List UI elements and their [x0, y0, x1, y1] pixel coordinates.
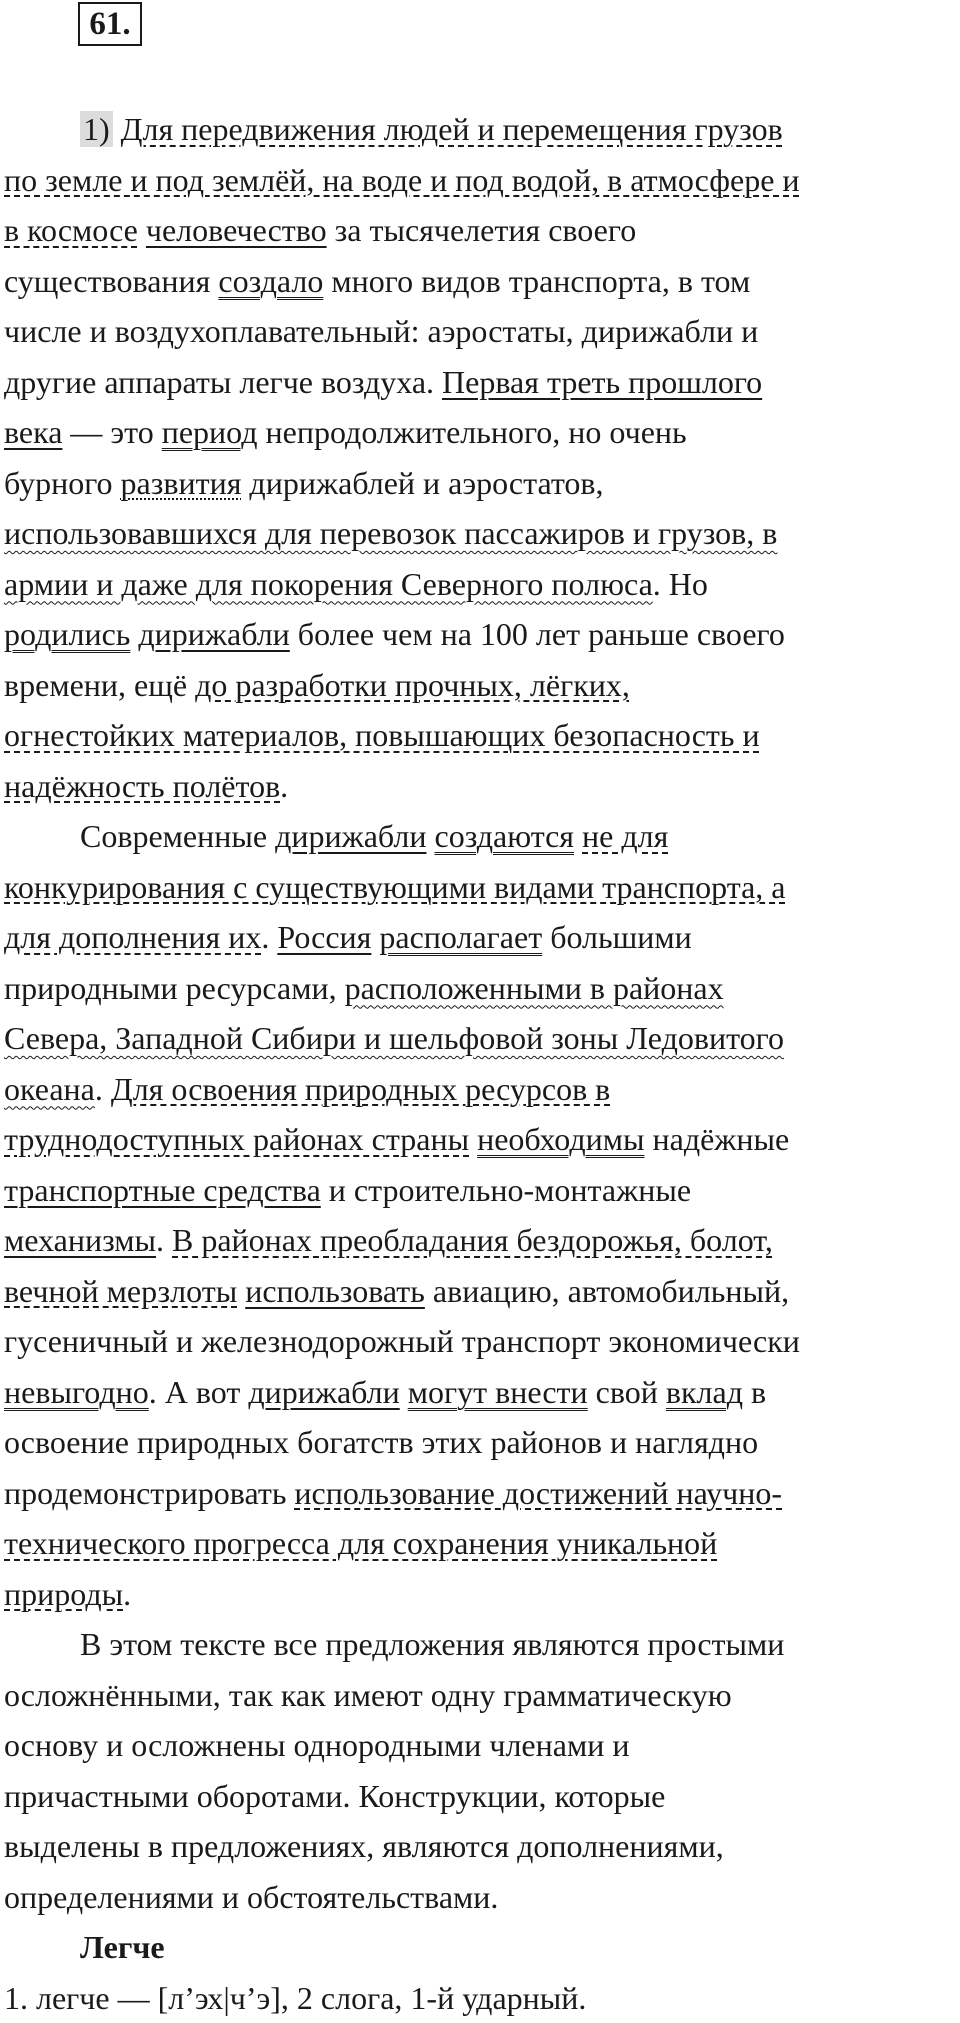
subject: транспортные средства — [4, 1171, 321, 1208]
subject: дирижабли — [275, 818, 427, 854]
text-run: надёжные — [652, 1121, 790, 1157]
word-heading-line — [4, 1922, 960, 1973]
subject: Россия — [277, 919, 372, 955]
text-run — [469, 1121, 477, 1157]
text-run: . — [156, 1222, 172, 1258]
text-run: . — [261, 919, 278, 955]
conclusion-text: В этом тексте все предложения являются простыми осложнёнными, так как имеют одну грамматическую основу и осложнены однородными членами и причастными оборотами. Конструкции, которые выделены в предложениях, являются дополнениями, определениями и обстоятельствами. — [4, 1626, 785, 1915]
text-body — [4, 104, 960, 2023]
text-run: Современные — [80, 818, 276, 854]
text-run: . — [280, 767, 289, 804]
subject: человечество — [145, 212, 327, 248]
text-run — [138, 212, 146, 248]
subject: механизмы — [4, 1222, 156, 1258]
subject: дирижабли — [138, 616, 290, 652]
text-run — [574, 818, 582, 854]
text-run: большими природными ресурсами, — [4, 919, 692, 1006]
subject: использовать — [245, 1272, 425, 1309]
predicate-part: вклад — [665, 1373, 743, 1410]
paragraph-2 — [4, 811, 960, 1619]
predicate: родились — [4, 616, 131, 652]
text-run: и строительно-монтажные — [328, 1171, 692, 1208]
task-number: 61. — [78, 2, 142, 46]
adverbial-of-place: В районах преобладания бездорожья, болот, вечной мерзлоты — [4, 1222, 773, 1309]
adverbial-of-time: до разработки прочных, лёгких, огнестойких материалов, повышающих безопасность и надёжность полётов — [4, 666, 760, 804]
predicate: невыгодно — [4, 1373, 149, 1410]
predicate: необходимы — [477, 1121, 645, 1157]
adverbial-of-purpose: Для передвижения людей и перемещения грузов по земле и под землёй, на воде и под водой, в атмосфере и в космосе — [4, 111, 800, 248]
adverbial-of-purpose: Для освоения природных ресурсов в труднодоступных районах страны — [4, 1070, 611, 1157]
object-phrase: использование достижений научно- технического прогресса для сохранения уникальной природы — [4, 1474, 783, 1612]
text-run: — это — [62, 414, 162, 450]
text-run: в освоение природных богатств этих районов и наглядно продемонстрировать — [4, 1373, 767, 1511]
sentence-number-badge: 1) — [80, 111, 113, 147]
word-heading: Легче — [80, 1929, 165, 1965]
text-run: . Но — [652, 565, 708, 602]
predicate: создаются — [434, 818, 575, 854]
predicate: могут внести — [407, 1373, 588, 1410]
text-run — [400, 1374, 408, 1410]
paragraph-3 — [4, 1619, 960, 1922]
phonetic-analysis: 1. легче — [л’эх|ч’э], 2 слога, 1-й ударный. — [4, 1979, 587, 2016]
text-run: много видов транспорта, в том числе и воздухоплавательный: аэростаты, дирижабли и другие аппараты легче воздуха. — [4, 262, 759, 400]
text-run: за тысячелетия своего существования — [4, 212, 637, 299]
subject: дирижабли — [248, 1373, 400, 1410]
participial-phrase: использовавшихся для перевозок пассажиров и грузов, в армии и даже для покорения Северного полюса — [4, 515, 778, 602]
text-run: непродолжительного, но очень бурного — [4, 414, 687, 501]
predicate: период — [161, 414, 258, 450]
text-run: . А вот — [148, 1373, 249, 1410]
adverbial-of-purpose: не для конкурирования с существующими видами транспорта, а для дополнения их — [4, 818, 786, 955]
paragraph-1 — [4, 104, 960, 811]
text-run: дирижаблей и аэростатов, — [249, 464, 604, 501]
participial-phrase: расположенными в районах Севера, Западной Сибири и шельфовой зоны Ледовитого океана — [4, 969, 784, 1107]
text-run — [237, 1273, 245, 1309]
predicate: создало — [218, 262, 324, 299]
text-run: более чем на 100 лет раньше своего времени, ещё — [4, 616, 785, 703]
text-run: . — [94, 1070, 111, 1107]
text-run: свой — [587, 1373, 666, 1410]
object: развития — [120, 464, 242, 501]
text-run: авиацию, автомобильный, гусеничный и железнодорожный транспорт экономически — [4, 1272, 800, 1359]
text-run: . — [123, 1575, 132, 1612]
predicate: располагает — [379, 919, 543, 955]
subject: Первая треть прошлого века — [4, 363, 763, 450]
